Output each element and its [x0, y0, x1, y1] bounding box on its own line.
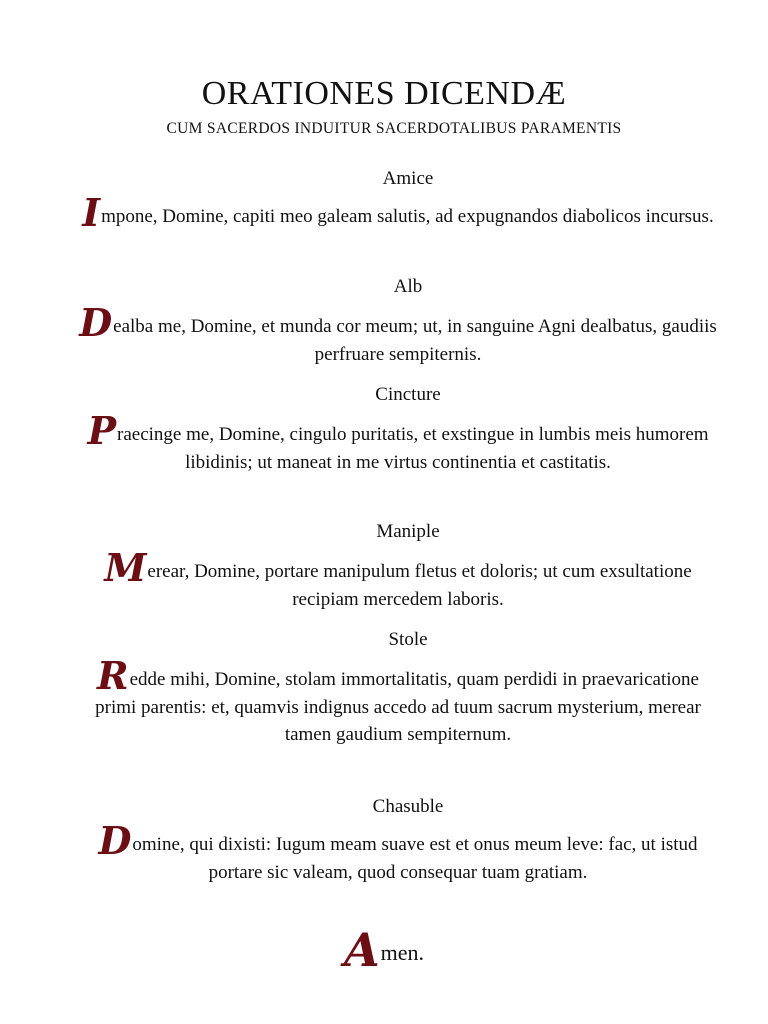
- drop-cap-initial: D: [98, 818, 132, 863]
- drop-cap-initial: M: [104, 545, 147, 590]
- prayer-text: erear, Domine, portare manipulum fletus et doloris; ut cum exsultatione recipiam mercedem laboris.: [147, 561, 692, 610]
- section-heading-stole: Stole: [388, 629, 428, 650]
- page-subtitle: CUM SACERDOS INDUITUR SACERDOTALIBUS PARAMENTIS: [166, 120, 622, 137]
- section-heading-maniple: Maniple: [376, 521, 440, 542]
- section-heading-alb: Alb: [393, 276, 423, 297]
- closing-amen: [0, 923, 768, 978]
- prayer-text: raecinge me, Domine, cingulo puritatis, et exstingue in lumbis meis humorem libidinis; ut maneat in me virtus continentia et castitatis.: [117, 424, 709, 473]
- prayer-amice: [78, 190, 718, 235]
- drop-cap-initial: I: [82, 190, 101, 235]
- prayer-chasuble: [78, 818, 718, 886]
- closing-text: men.: [380, 940, 425, 965]
- prayer-stole: [78, 653, 718, 749]
- drop-cap-initial: R: [97, 653, 129, 698]
- section-heading-chasuble: Chasuble: [372, 796, 444, 817]
- drop-cap-initial: D: [79, 300, 113, 345]
- prayer-maniple: [78, 545, 718, 613]
- drop-cap-initial: A: [343, 923, 380, 977]
- drop-cap-initial: P: [87, 408, 117, 453]
- page-title: ORATIONES DICENDÆ: [201, 75, 567, 112]
- prayer-alb: [78, 300, 718, 368]
- prayer-cincture: [78, 408, 718, 476]
- prayer-text: ealba me, Domine, et munda cor meum; ut, in sanguine Agni dealbatus, gaudiis perfruare sempiternis.: [113, 316, 717, 365]
- section-heading-cincture: Cincture: [375, 384, 441, 405]
- prayer-text: mpone, Domine, capiti meo galeam salutis, ad expugnandos diabolicos incursus.: [101, 206, 714, 227]
- prayer-text: edde mihi, Domine, stolam immortalitatis, quam perdidi in praevaricatione primi parentis: et, quamvis indignus accedo ad tuum sacrum mysterium, merear tamen gaudium sempiternum.: [95, 669, 701, 745]
- prayer-text: omine, qui dixisti: Iugum meam suave est et onus meum leve: fac, ut istud portare sic valeam, quod consequar tuam gratiam.: [132, 834, 698, 883]
- section-heading-amice: Amice: [382, 168, 434, 189]
